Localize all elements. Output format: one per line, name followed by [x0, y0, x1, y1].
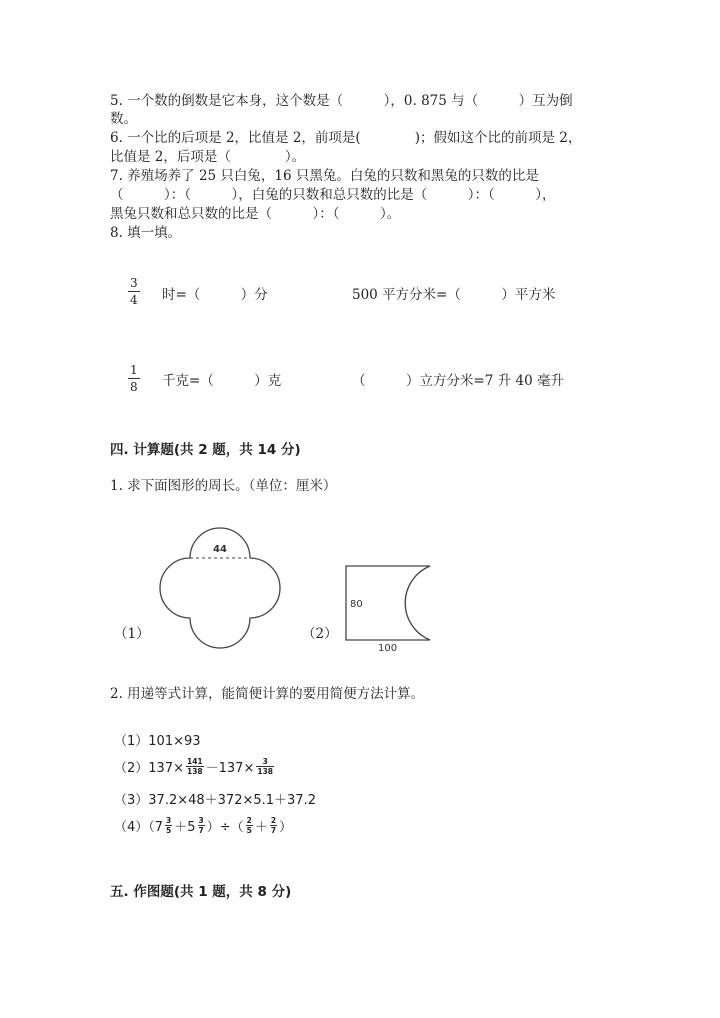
section4-title: 四. 计算题(共 2 题，共 14 分): [110, 442, 301, 458]
fraction-141-138: 141 138: [186, 756, 203, 776]
s4-q1-text: 1. 求下面图形的周长。（单位：厘米）: [110, 478, 337, 494]
q7-line2: （ ）：（ ），白兔的只数和总只数的比是（ ）：（ ），: [110, 187, 556, 203]
fraction-3-5: 3 5: [166, 815, 172, 835]
s4-q2-text: 2. 用递等式计算，能简便计算的要用简便方法计算。: [110, 686, 425, 702]
fraction-three-quarters: 3 4: [130, 276, 138, 307]
q8-title: 8. 填一填。: [110, 225, 182, 241]
fraction-one-eighth: 1 8: [130, 363, 138, 394]
figure2-label: （2）: [302, 626, 338, 642]
q5-line1: 5. 一个数的倒数是它本身，这个数是（ ），0. 875 与（ ）互为倒: [110, 93, 573, 109]
figure2-rectangle-with-arc: [338, 560, 438, 654]
calc-expr-1: （1）101×93: [114, 734, 201, 749]
figure1-label: （1）: [114, 626, 150, 642]
figure1-dimension-label: 44: [213, 544, 227, 555]
q6-line2: 比值是 2，后项是（ ）。: [110, 149, 306, 165]
section5-title: 五. 作图题(共 1 题，共 8 分): [110, 884, 292, 900]
q7-line3: 黑兔只数和总只数的比是（ ）：（ ）。: [110, 206, 401, 222]
fraction-2-5: 2 5: [246, 815, 252, 835]
q8-volume-conversion: （ ）立方分米=7 升 40 毫升: [352, 373, 564, 389]
q8-kg-to-g: 千克=（ ）克: [162, 373, 282, 389]
fraction-3-138: 3 138: [257, 756, 274, 776]
q5-line2: 数。: [110, 111, 137, 127]
figure2-width-label: 100: [378, 643, 398, 654]
q7-line1: 7. 养殖场养了 25 只白兔，16 只黑兔。白兔的只数和黑兔的只数的比是: [110, 168, 539, 184]
calc-expr-3: （3）37.2×48＋372×5.1＋37.2: [114, 793, 316, 808]
figure1-four-semicircles: [150, 518, 290, 664]
fraction-3-7: 3 7: [198, 815, 204, 835]
q6-line1: 6. 一个比的后项是 2，比值是 2，前项是( )；假如这个比的前项是 2，: [110, 130, 582, 146]
calc-expr-4: （4）（7 3 5 ＋5 3 7 ）÷（ 2 5 ＋ 2 7 ）: [114, 815, 293, 835]
q8-hours-to-minutes: 时=（ ）分: [162, 287, 268, 303]
calc-expr-2: （2）137× 141 138 －137× 3 138: [114, 756, 274, 776]
figure2-height-label: 80: [350, 599, 363, 610]
q8-sqdm-to-sqm: 500 平方分米=（ ）平方米: [352, 287, 556, 303]
fraction-2-7: 2 7: [270, 815, 277, 835]
